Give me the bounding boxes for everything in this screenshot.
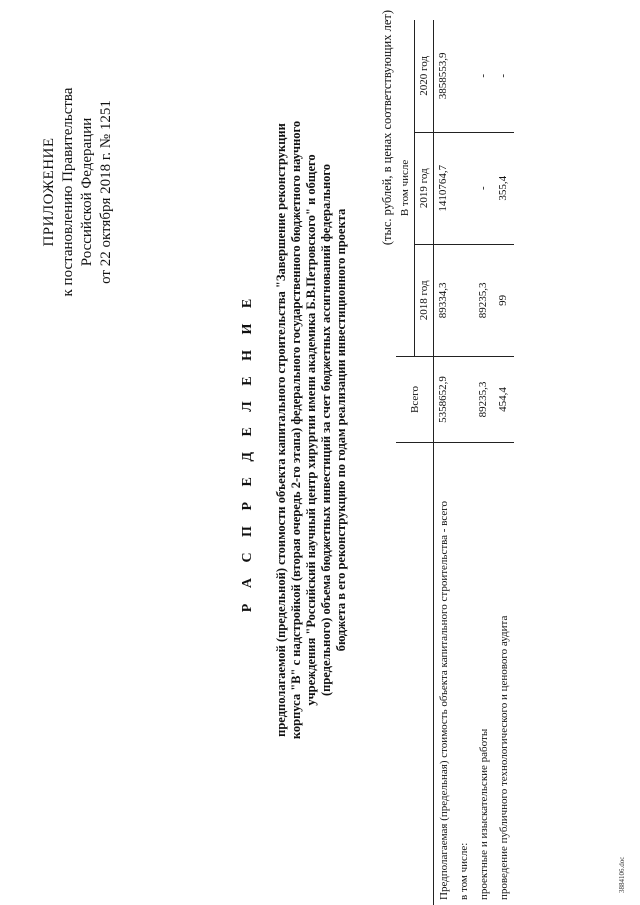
subtitle-line: предполагаемой (предельной) стоимости объекта капитального строительства "Завершение реконструкции <box>274 123 288 737</box>
row-name: проведение публичного технологического и ценового аудита <box>498 615 510 900</box>
row-2020: 3858553,9 <box>437 52 449 100</box>
row-2018: 99 <box>494 244 514 356</box>
row-2018: 89235,3 <box>474 244 494 356</box>
subtitle-line: (предельного) объема бюджетных инвестиций за счет бюджетных ассигнований федерального <box>319 163 333 697</box>
table-row <box>454 20 474 905</box>
row-total: 454,4 <box>494 356 514 442</box>
appendix-line: от 22 октября 2018 г. № 1251 <box>98 100 114 284</box>
row-2019: 1410764,7 <box>434 132 455 244</box>
row-2018 <box>454 244 474 356</box>
table-header-row <box>396 20 415 905</box>
row-name: в том числе: <box>458 842 470 900</box>
header-year-2019: 2019 год <box>415 132 434 244</box>
appendix-line: к постановлению Правительства <box>60 87 76 297</box>
row-2018: 89334,3 <box>434 244 455 356</box>
header-group: В том числе <box>396 20 415 356</box>
row-total <box>454 356 474 442</box>
document-id: 3884106.doc <box>618 856 626 893</box>
header-name <box>396 442 434 905</box>
row-name: Предполагаемая (предельная) стоимость объекта капитального строительства - всего <box>438 501 450 900</box>
subtitle-line: бюджета в его реконструкцию по годам реализации инвестиционного проекта <box>334 208 348 652</box>
distribution-table <box>396 20 514 905</box>
appendix-line: Российской Федерации <box>79 117 95 267</box>
table-row <box>434 20 455 905</box>
appendix-title: ПРИЛОЖЕНИЕ <box>41 137 57 247</box>
header-year-2018: 2018 год <box>415 244 434 356</box>
row-2019: - <box>474 132 494 244</box>
row-2019: 355,4 <box>494 132 514 244</box>
subtitle-line: корпуса "В" с надстройкой (вторая очередь 2-го этапа) федерального государственного бюджетного научного <box>289 120 303 740</box>
appendix-block <box>40 42 116 342</box>
row-2019 <box>454 132 474 244</box>
header-year-2020: 2020 год <box>415 20 434 132</box>
row-2020 <box>454 20 474 132</box>
row-2020: - <box>477 73 489 78</box>
row-total: 5358652,9 <box>434 356 455 442</box>
document-subtitle <box>274 40 349 820</box>
document-title: Р А С П Р Е Д Е Л Е Н И Е <box>240 292 255 613</box>
row-total: 89235,3 <box>474 356 494 442</box>
row-2020: - <box>497 73 509 78</box>
subtitle-line: учреждения "Российский научный центр хирургии имени академика Б.В.Петровского" и общего <box>304 154 318 706</box>
row-name: проектные и изыскательские работы <box>478 728 490 900</box>
table-row <box>474 20 494 905</box>
table-row <box>494 20 514 905</box>
header-total: Всего <box>396 356 434 442</box>
units-note: (тыс. рублей, в ценах соответствующих лет) <box>380 10 394 246</box>
